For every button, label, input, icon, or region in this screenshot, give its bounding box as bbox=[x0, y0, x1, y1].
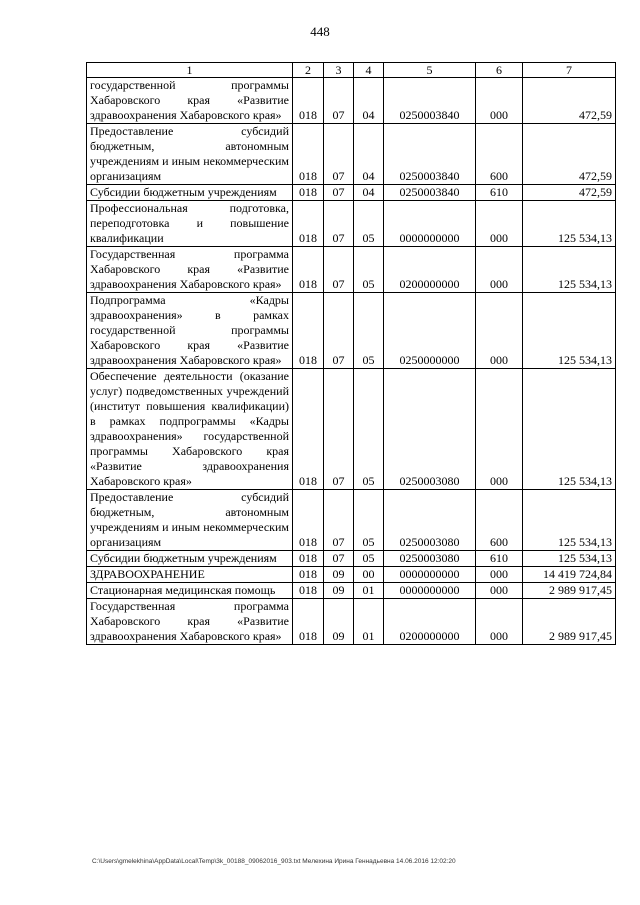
row-name: Субсидии бюджетным учреждениям bbox=[87, 185, 293, 201]
row-pr: 05 bbox=[354, 490, 384, 551]
column-header-csr: 5 bbox=[384, 63, 476, 78]
row-name: Государственная программа Хабаровского края «Развитие здравоохранения Хабаровского края» bbox=[87, 599, 293, 645]
row-pr: 04 bbox=[354, 185, 384, 201]
row-name: Обеспечение деятельности (оказание услуг) подведомственных учреждений (институт повышения квалификации) в рамках подпрограммы «Кадры здравоохранения» государственной программы Хабаровского края «Развитие здравоохранения Хабаровского края» bbox=[87, 369, 293, 490]
row-ved: 018 bbox=[293, 124, 324, 185]
row-csr: 0000000000 bbox=[384, 201, 476, 247]
row-vr: 600 bbox=[476, 124, 523, 185]
row-name: Субсидии бюджетным учреждениям bbox=[87, 551, 293, 567]
row-pr: 01 bbox=[354, 583, 384, 599]
row-amount: 125 534,13 bbox=[523, 490, 616, 551]
row-ved: 018 bbox=[293, 185, 324, 201]
row-ved: 018 bbox=[293, 599, 324, 645]
table-row bbox=[87, 583, 616, 599]
row-amount: 2 989 917,45 bbox=[523, 599, 616, 645]
row-vr: 610 bbox=[476, 185, 523, 201]
row-pr: 05 bbox=[354, 201, 384, 247]
row-csr: 0250000000 bbox=[384, 293, 476, 369]
row-ved: 018 bbox=[293, 567, 324, 583]
row-name: Профессиональная подготовка, переподготовка и повышение квалификации bbox=[87, 201, 293, 247]
table-row bbox=[87, 293, 616, 369]
column-header-vr: 6 bbox=[476, 63, 523, 78]
table-row bbox=[87, 247, 616, 293]
row-ved: 018 bbox=[293, 247, 324, 293]
table-row bbox=[87, 490, 616, 551]
row-vr: 000 bbox=[476, 583, 523, 599]
row-csr: 0250003080 bbox=[384, 490, 476, 551]
row-amount: 472,59 bbox=[523, 185, 616, 201]
row-rz: 09 bbox=[324, 583, 354, 599]
row-pr: 01 bbox=[354, 599, 384, 645]
row-vr: 000 bbox=[476, 247, 523, 293]
row-csr: 0250003080 bbox=[384, 551, 476, 567]
row-csr: 0200000000 bbox=[384, 247, 476, 293]
row-pr: 05 bbox=[354, 293, 384, 369]
column-header-name: 1 bbox=[87, 63, 293, 78]
row-rz: 07 bbox=[324, 78, 354, 124]
row-rz: 07 bbox=[324, 201, 354, 247]
row-name: Предоставление субсидий бюджетным, автономным учреждениям и иным некоммерческим организациям bbox=[87, 124, 293, 185]
row-rz: 09 bbox=[324, 599, 354, 645]
budget-table bbox=[86, 62, 616, 645]
row-vr: 000 bbox=[476, 567, 523, 583]
row-pr: 05 bbox=[354, 369, 384, 490]
row-vr: 000 bbox=[476, 78, 523, 124]
row-amount: 2 989 917,45 bbox=[523, 583, 616, 599]
table-row bbox=[87, 551, 616, 567]
table-row bbox=[87, 78, 616, 124]
row-pr: 04 bbox=[354, 124, 384, 185]
table-row bbox=[87, 599, 616, 645]
column-header-amount: 7 bbox=[523, 63, 616, 78]
row-amount: 125 534,13 bbox=[523, 247, 616, 293]
row-name: Государственная программа Хабаровского края «Развитие здравоохранения Хабаровского края» bbox=[87, 247, 293, 293]
row-csr: 0000000000 bbox=[384, 583, 476, 599]
row-pr: 04 bbox=[354, 78, 384, 124]
row-ved: 018 bbox=[293, 78, 324, 124]
row-csr: 0250003840 bbox=[384, 78, 476, 124]
row-amount: 125 534,13 bbox=[523, 201, 616, 247]
row-rz: 07 bbox=[324, 247, 354, 293]
row-ved: 018 bbox=[293, 490, 324, 551]
row-name: ЗДРАВООХРАНЕНИЕ bbox=[87, 567, 293, 583]
row-ved: 018 bbox=[293, 369, 324, 490]
page-number: 448 bbox=[310, 24, 330, 39]
row-rz: 07 bbox=[324, 490, 354, 551]
table-row bbox=[87, 201, 616, 247]
table-row bbox=[87, 185, 616, 201]
row-name: Подпрограмма «Кадры здравоохранения» в рамках государственной программы Хабаровского края «Развитие здравоохранения Хабаровского края» bbox=[87, 293, 293, 369]
row-pr: 00 bbox=[354, 567, 384, 583]
row-rz: 09 bbox=[324, 567, 354, 583]
row-vr: 000 bbox=[476, 201, 523, 247]
row-rz: 07 bbox=[324, 369, 354, 490]
row-amount: 472,59 bbox=[523, 124, 616, 185]
row-csr: 0250003840 bbox=[384, 124, 476, 185]
row-vr: 600 bbox=[476, 490, 523, 551]
row-vr: 000 bbox=[476, 293, 523, 369]
table-row bbox=[87, 369, 616, 490]
row-rz: 07 bbox=[324, 185, 354, 201]
column-header-rz: 3 bbox=[324, 63, 354, 78]
column-header-ved: 2 bbox=[293, 63, 324, 78]
row-csr: 0000000000 bbox=[384, 567, 476, 583]
row-pr: 05 bbox=[354, 247, 384, 293]
row-vr: 000 bbox=[476, 599, 523, 645]
row-csr: 0250003840 bbox=[384, 185, 476, 201]
row-csr: 0250003080 bbox=[384, 369, 476, 490]
row-name: Предоставление субсидий бюджетным, автономным учреждениям и иным некоммерческим организациям bbox=[87, 490, 293, 551]
row-rz: 07 bbox=[324, 124, 354, 185]
column-header-pr: 4 bbox=[354, 63, 384, 78]
row-name: государственной программы Хабаровского края «Развитие здравоохранения Хабаровского края» bbox=[87, 78, 293, 124]
row-amount: 14 419 724,84 bbox=[523, 567, 616, 583]
row-ved: 018 bbox=[293, 201, 324, 247]
row-vr: 000 bbox=[476, 369, 523, 490]
row-csr: 0200000000 bbox=[384, 599, 476, 645]
row-ved: 018 bbox=[293, 551, 324, 567]
row-ved: 018 bbox=[293, 293, 324, 369]
row-amount: 125 534,13 bbox=[523, 551, 616, 567]
footer-file-path: C:\Users\gmelekhina\AppData\Local\Temp\3k_00188_09062016_903.txt Мелехина Ирина Геннадьевна 14.06.2016 12:02:20 bbox=[92, 858, 456, 865]
row-vr: 610 bbox=[476, 551, 523, 567]
row-rz: 07 bbox=[324, 551, 354, 567]
row-amount: 125 534,13 bbox=[523, 369, 616, 490]
column-number-row bbox=[87, 63, 616, 78]
row-amount: 472,59 bbox=[523, 78, 616, 124]
row-ved: 018 bbox=[293, 583, 324, 599]
row-name: Стационарная медицинская помощь bbox=[87, 583, 293, 599]
table-row bbox=[87, 567, 616, 583]
table-row bbox=[87, 124, 616, 185]
row-amount: 125 534,13 bbox=[523, 293, 616, 369]
row-pr: 05 bbox=[354, 551, 384, 567]
row-rz: 07 bbox=[324, 293, 354, 369]
